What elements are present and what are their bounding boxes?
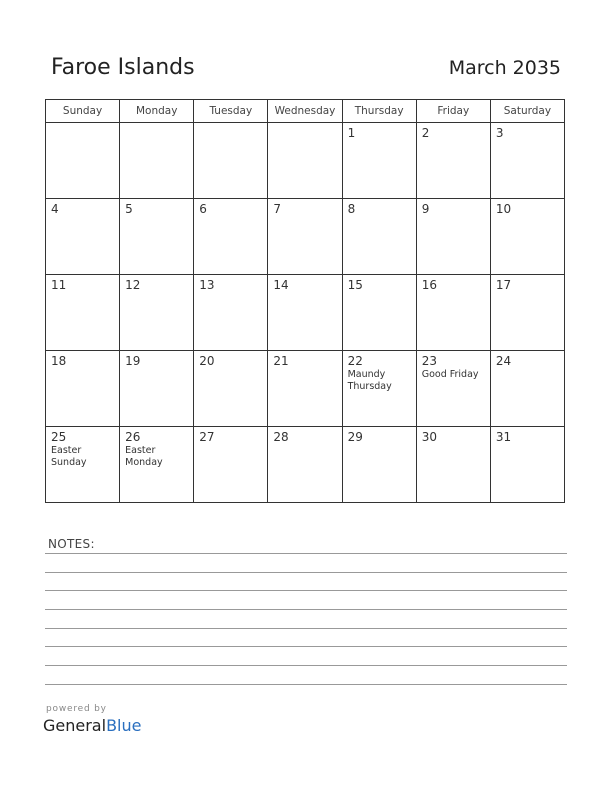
day-number: 27 (199, 430, 215, 444)
day-number: 16 (421, 278, 437, 292)
calendar-day-cell (268, 199, 342, 275)
calendar-day-cell (268, 427, 342, 503)
weekday-header-row (46, 100, 565, 123)
day-number: 12 (125, 278, 141, 292)
holiday-label: Easter Sunday (51, 445, 87, 468)
day-number: 25 (51, 430, 67, 444)
calendar-week-row (46, 275, 565, 351)
day-number: 24 (495, 354, 512, 368)
calendar-day-cell (194, 427, 268, 503)
calendar-day-cell (490, 123, 564, 199)
calendar-day-cell (490, 351, 564, 427)
calendar-week-row (46, 123, 565, 199)
calendar-day-cell (342, 275, 416, 351)
day-number: 11 (51, 278, 67, 292)
calendar-day-cell (194, 123, 268, 199)
brand-blue: Blue (106, 716, 142, 735)
day-number: 29 (347, 430, 363, 444)
note-line (45, 646, 567, 647)
calendar-day-cell (194, 199, 268, 275)
brand-general: General (43, 716, 107, 735)
calendar-day-cell (490, 275, 564, 351)
calendar-day-cell (416, 199, 490, 275)
calendar-day-cell (416, 351, 490, 427)
day-number: 28 (273, 430, 289, 444)
day-number: 14 (273, 278, 289, 292)
calendar-day-cell (268, 351, 342, 427)
note-line (45, 609, 567, 610)
calendar-week-row (46, 351, 565, 427)
calendar-week-row (46, 427, 565, 503)
calendar-day-cell (416, 123, 490, 199)
note-line (45, 665, 567, 666)
day-number: 9 (421, 202, 430, 216)
powered-by-text: powered by (46, 704, 107, 714)
calendar-week-row (46, 199, 565, 275)
day-number: 23 (421, 354, 437, 368)
day-number: 13 (199, 278, 215, 292)
calendar-day-cell (120, 275, 194, 351)
weekday-saturday: Saturday (490, 100, 564, 123)
day-number: 7 (273, 202, 282, 216)
day-number: 18 (51, 354, 67, 368)
note-line (45, 628, 567, 629)
weekday-sunday: Sunday (46, 100, 120, 123)
day-number: 30 (421, 430, 437, 444)
calendar-day-cell (194, 275, 268, 351)
calendar-day-cell (268, 123, 342, 199)
day-number: 26 (125, 430, 141, 444)
calendar-day-cell (490, 199, 564, 275)
calendar-body (46, 123, 565, 503)
brand-logo (43, 716, 141, 735)
holiday-label: Easter Monday (125, 445, 163, 468)
calendar-day-cell (342, 123, 416, 199)
calendar-day-cell (120, 351, 194, 427)
day-number: 21 (273, 354, 289, 368)
day-number: 1 (347, 126, 356, 140)
notes-label: NOTES: (48, 537, 95, 551)
note-line (45, 572, 567, 573)
note-line (45, 684, 567, 685)
calendar-grid (45, 99, 565, 503)
day-number: 22 (347, 354, 363, 368)
calendar-day-cell (46, 427, 120, 503)
weekday-tuesday: Tuesday (194, 100, 268, 123)
day-number: 8 (347, 202, 356, 216)
day-number: 4 (51, 202, 59, 216)
day-number: 10 (495, 202, 512, 216)
calendar-day-cell (194, 351, 268, 427)
calendar-day-cell (120, 427, 194, 503)
day-number: 5 (125, 202, 133, 216)
day-number: 2 (421, 126, 430, 140)
calendar-day-cell (268, 275, 342, 351)
calendar-day-cell (120, 199, 194, 275)
month-year: March 2035 (448, 57, 561, 79)
holiday-label: Good Friday (421, 369, 479, 380)
calendar-day-cell (46, 351, 120, 427)
day-number: 3 (495, 126, 504, 140)
note-line (45, 590, 567, 591)
weekday-wednesday: Wednesday (268, 100, 342, 123)
calendar-day-cell (120, 123, 194, 199)
calendar-day-cell (46, 199, 120, 275)
weekday-friday: Friday (416, 100, 490, 123)
calendar-day-cell (342, 427, 416, 503)
weekday-monday: Monday (120, 100, 194, 123)
calendar-day-cell (342, 351, 416, 427)
day-number: 15 (347, 278, 363, 292)
holiday-label: Maundy Thursday (347, 369, 392, 392)
day-number: 6 (199, 202, 207, 216)
calendar-day-cell (342, 199, 416, 275)
calendar-day-cell (416, 427, 490, 503)
weekday-thursday: Thursday (342, 100, 416, 123)
calendar-day-cell (46, 275, 120, 351)
day-number: 31 (495, 430, 512, 444)
calendar-day-cell (46, 123, 120, 199)
calendar-day-cell (416, 275, 490, 351)
note-line (45, 553, 567, 554)
calendar-day-cell (490, 427, 564, 503)
page-title: Faroe Islands (51, 55, 195, 80)
day-number: 17 (495, 278, 512, 292)
day-number: 20 (199, 354, 215, 368)
day-number: 19 (125, 354, 141, 368)
